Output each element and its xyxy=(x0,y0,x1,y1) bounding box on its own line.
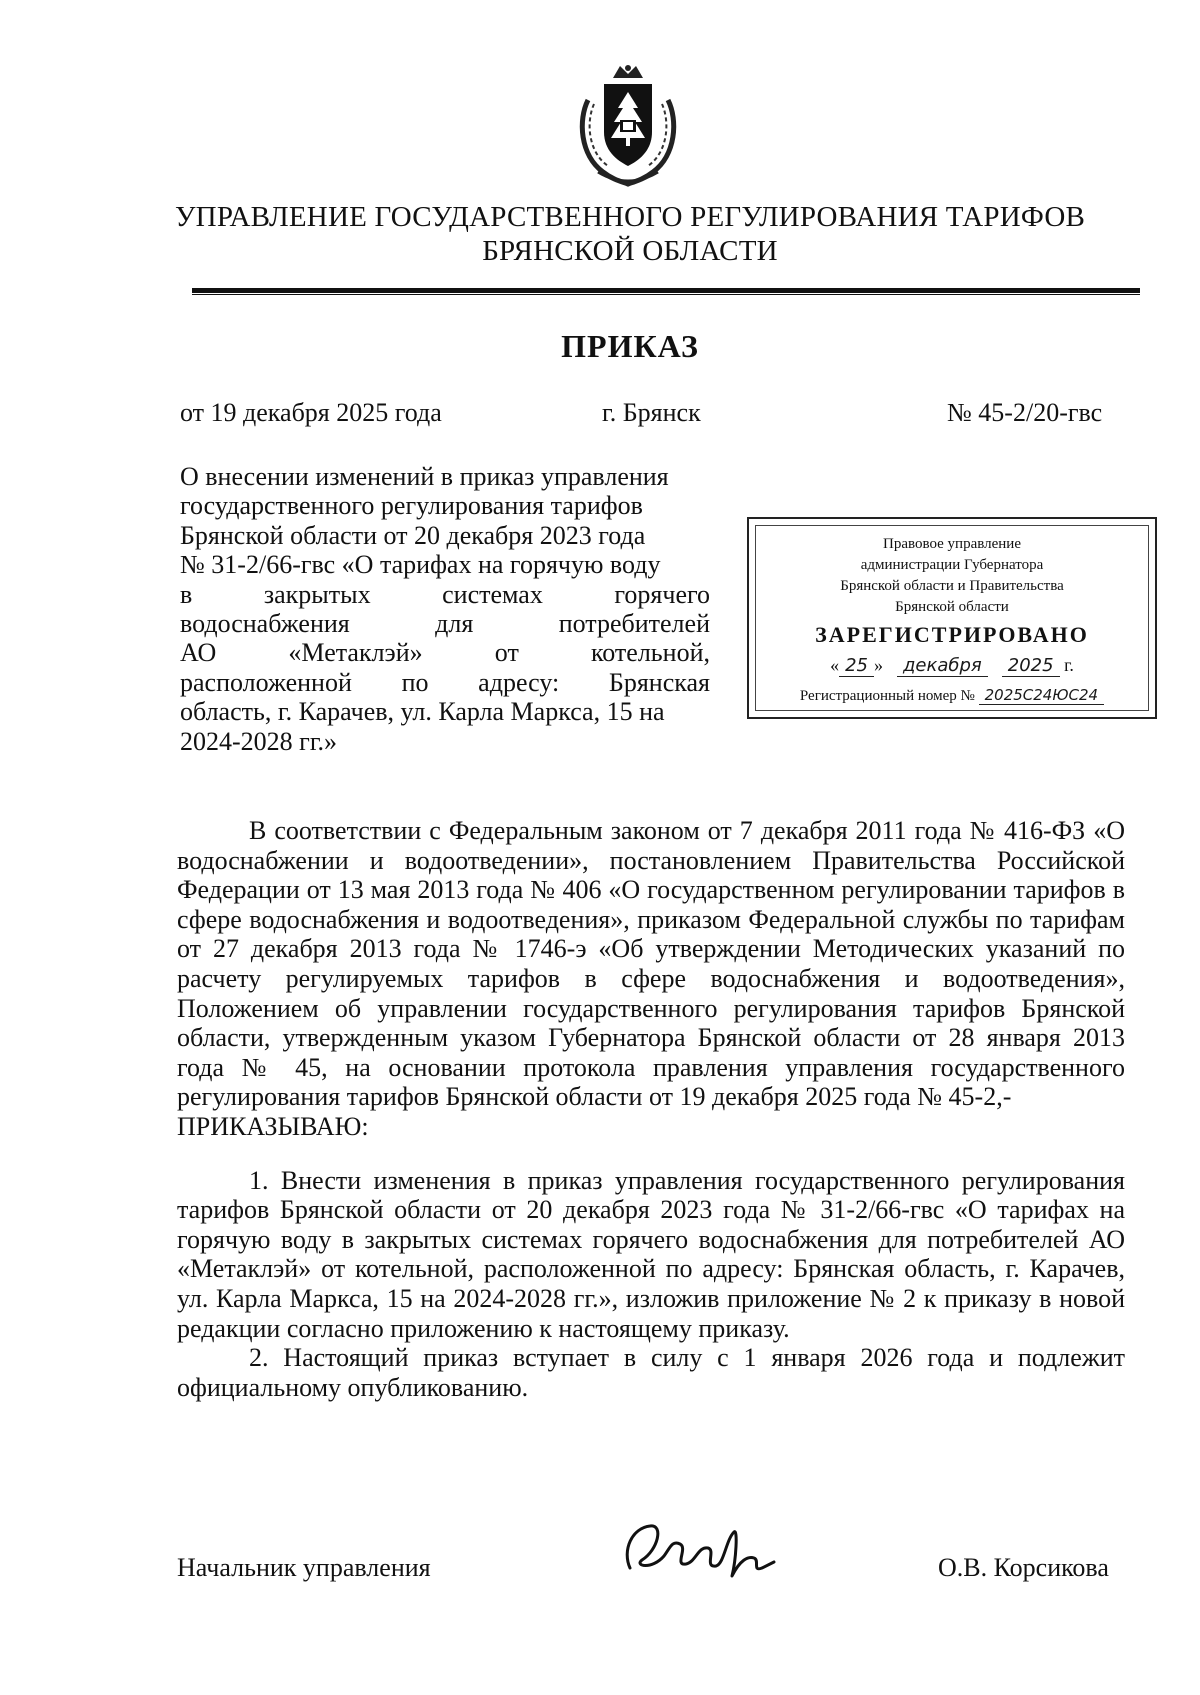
subject-line: № 31-2/66-гвс «О тарифах на горячую воду xyxy=(180,550,661,580)
subject-line: государственного регулирования тарифов xyxy=(180,491,643,521)
subject-word: в xyxy=(180,579,193,609)
stamp-year: 2025 xyxy=(1002,655,1060,677)
order-item-1: 1. Внести изменения в приказ управления государственного регулирования тарифов Брянской области от 20 декабря 2023 года № 31-2/66-гвс «О тарифах на горячую воду в закрытых системах горячего водоснабжения для потребителей АО «Метаклэй» от котельной, расположенной по адресу: Брянская область, г. Карачев, ул. Карла Маркса, 15 на 2024-2028 гг.», изложив приложение № 2 к приказу в новой редакции согласно приложению к настоящему приказу. xyxy=(177,1165,1125,1343)
document-body xyxy=(177,816,1125,1402)
subject-word: закрытых xyxy=(263,579,371,609)
stamp-line: Брянской области и Правительства xyxy=(840,578,1064,594)
signatory-name: О.В. Корсикова xyxy=(938,1553,1109,1582)
stamp-registered-label: ЗАРЕГИСТРИРОВАНО xyxy=(815,622,1089,647)
handwritten-signature-icon xyxy=(612,1510,782,1590)
subject-line: Брянской области от 20 декабря 2023 года xyxy=(180,520,646,550)
document-city: г. Брянск xyxy=(602,398,701,427)
coat-of-arms-icon xyxy=(568,60,688,190)
document-title: ПРИКАЗ xyxy=(561,328,699,364)
stamp-reg-number: 2025С24ЮС24 xyxy=(979,686,1105,705)
subject-line: область, г. Карачев, ул. Карла Маркса, 15 на xyxy=(180,697,665,727)
subject-line-justified xyxy=(180,580,710,609)
stamp-month: декабря xyxy=(897,655,988,677)
stamp-inner-border xyxy=(755,525,1149,711)
subject-line: 2024-2028 гг.» xyxy=(180,726,338,756)
subject-line: расположенной по адресу: Брянская xyxy=(180,667,710,697)
header-divider xyxy=(192,288,1140,293)
subject-line: АО «Метаклэй» от котельной, xyxy=(180,638,710,668)
organization-name xyxy=(160,200,1100,268)
order-word: ПРИКАЗЫВАЮ: xyxy=(177,1111,369,1141)
stamp-year-wrap xyxy=(1002,655,1074,677)
subject-word: горячего xyxy=(614,579,710,609)
signatory-position: Начальник управления xyxy=(177,1553,431,1582)
document-number: № 45-2/20-гвс xyxy=(947,398,1103,427)
stamp-day: 25 xyxy=(839,655,874,677)
stamp-reg-number-row xyxy=(756,685,1148,707)
organization-name-line1: УПРАВЛЕНИЕ ГОСУДАРСТВЕННОГО РЕГУЛИРОВАНИЯ ТАРИФОВ xyxy=(174,201,1086,233)
subject-word: системах xyxy=(442,579,543,609)
stamp-line: администрации Губернатора xyxy=(860,557,1044,573)
stamp-day-wrap: « 25 » xyxy=(830,655,883,676)
preamble-paragraph: В соответствии с Федеральным законом от 7 декабря 2011 года № 416-ФЗ «О водоснабжении и водоотведении», постановлением Правительства Российской Федерации от 13 мая 2013 года № 406 «О государственном регулировании тарифов в сфере водоснабжения и водоотведения», приказом Федеральной службы по тарифам от 27 декабря 2013 года № 1746-э «Об утверждении Методических указаний по расчету регулируемых тарифов в сфере водоснабжения и водоотведения», Положением об управлении государственного регулирования тарифов Брянской области, утвержденным указом Губернатора Брянской области от 28 января 2013 года № 45, на основании протокола правления управления государственного регулирования тарифов Брянской области от 19 декабря 2025 года № 45-2,- xyxy=(177,816,1125,1112)
subject-line: водоснабжения для потребителей xyxy=(180,609,710,639)
header-divider-thin xyxy=(192,294,1140,295)
stamp-date xyxy=(756,655,1148,677)
stamp-reg-label: Регистрационный номер № xyxy=(799,688,975,704)
stamp-line: Брянской области xyxy=(895,599,1009,615)
registration-stamp xyxy=(747,517,1157,719)
document-date: от 19 декабря 2025 года xyxy=(180,398,442,427)
document-subject xyxy=(180,462,710,756)
stamp-line: Правовое управление xyxy=(883,536,1021,552)
order-item-2: 2. Настоящий приказ вступает в силу с 1 января 2026 года и подлежит официальному опубликованию. xyxy=(177,1343,1125,1402)
organization-name-line2: БРЯНСКОЙ ОБЛАСТИ xyxy=(482,235,778,267)
stamp-year-suffix: г. xyxy=(1064,655,1074,675)
subject-line: О внесении изменений в приказ управления xyxy=(180,462,669,491)
